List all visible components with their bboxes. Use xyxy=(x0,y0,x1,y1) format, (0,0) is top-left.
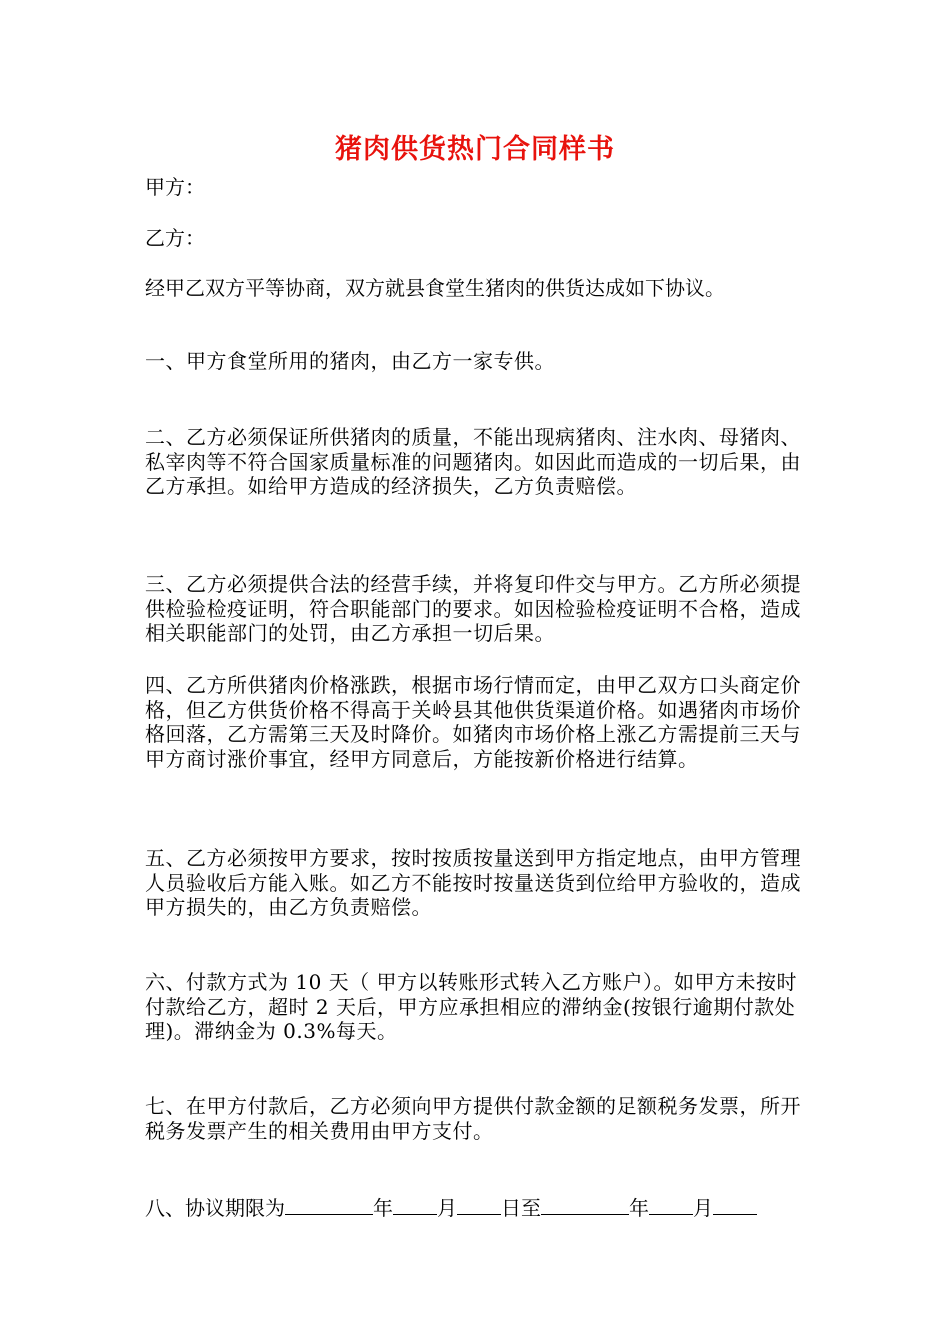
clause-8-day-1: 日至 xyxy=(501,1196,541,1220)
clause-4: 四、乙方所供猪肉价格涨跌，根据市场行情而定，由甲乙双方口头商定价格，但乙方供货价格不得高于关岭县其他供货渠道价格。如遇猪肉市场价格回落，乙方需第三天及时降价。如猪肉市场价格上涨乙方需提前三天与甲方商讨涨价事宜，经甲方同意后，方能按新价格进行结算。 xyxy=(145,673,801,771)
clause-8-prefix: 八、协议期限为 xyxy=(145,1196,285,1220)
intro-paragraph: 经甲乙双方平等协商，双方就县食堂生猪肉的供货达成如下协议。 xyxy=(145,276,725,300)
clause-7: 七、在甲方付款后，乙方必须向甲方提供付款金额的足额税务发票，所开税务发票产生的相关费用由甲方支付。 xyxy=(145,1094,801,1143)
clause-8 xyxy=(145,1194,845,1221)
clause-2: 二、乙方必须保证所供猪肉的质量，不能出现病猪肉、注水肉、母猪肉、私宰肉等不符合国家质量标准的问题猪肉。如因此而造成的一切后果，由乙方承担。如给甲方造成的经济损失，乙方负责赔偿。 xyxy=(145,425,801,498)
clause-8-month-1: 月 xyxy=(437,1196,457,1220)
party-b-label: 乙方： xyxy=(145,226,205,250)
clause-6: 六、付款方式为 10 天（ 甲方以转账形式转入乙方账户）。如甲方未按时付款给乙方，超时 2 天后，甲方应承担相应的滞纳金(按银行逾期付款处理)。滞纳金为 0.3%每天。 xyxy=(145,970,798,1043)
blank-month-2 xyxy=(649,1194,693,1215)
clause-8-year-2: 年 xyxy=(629,1196,649,1220)
clause-8-month-2: 月 xyxy=(693,1196,713,1220)
blank-day-1 xyxy=(457,1194,501,1215)
clause-3: 三、乙方必须提供合法的经营手续，并将复印件交与甲方。乙方所必须提供检验检疫证明，符合职能部门的要求。如因检验检疫证明不合格，造成相关职能部门的处罚，由乙方承担一切后果。 xyxy=(145,572,801,645)
blank-year-2 xyxy=(541,1194,629,1215)
party-a-label: 甲方： xyxy=(145,175,205,199)
document-title: 猪肉供货热门合同样书 xyxy=(335,134,615,165)
clause-1: 一、甲方食堂所用的猪肉，由乙方一家专供。 xyxy=(145,349,555,373)
blank-day-2 xyxy=(713,1194,757,1215)
clause-8-year-1: 年 xyxy=(373,1196,393,1220)
clause-5: 五、乙方必须按甲方要求，按时按质按量送到甲方指定地点，由甲方管理人员验收后方能入账。如乙方不能按时按量送货到位给甲方验收的，造成甲方损失的，由乙方负责赔偿。 xyxy=(145,846,801,919)
blank-month-1 xyxy=(393,1194,437,1215)
blank-year-1 xyxy=(285,1194,373,1215)
